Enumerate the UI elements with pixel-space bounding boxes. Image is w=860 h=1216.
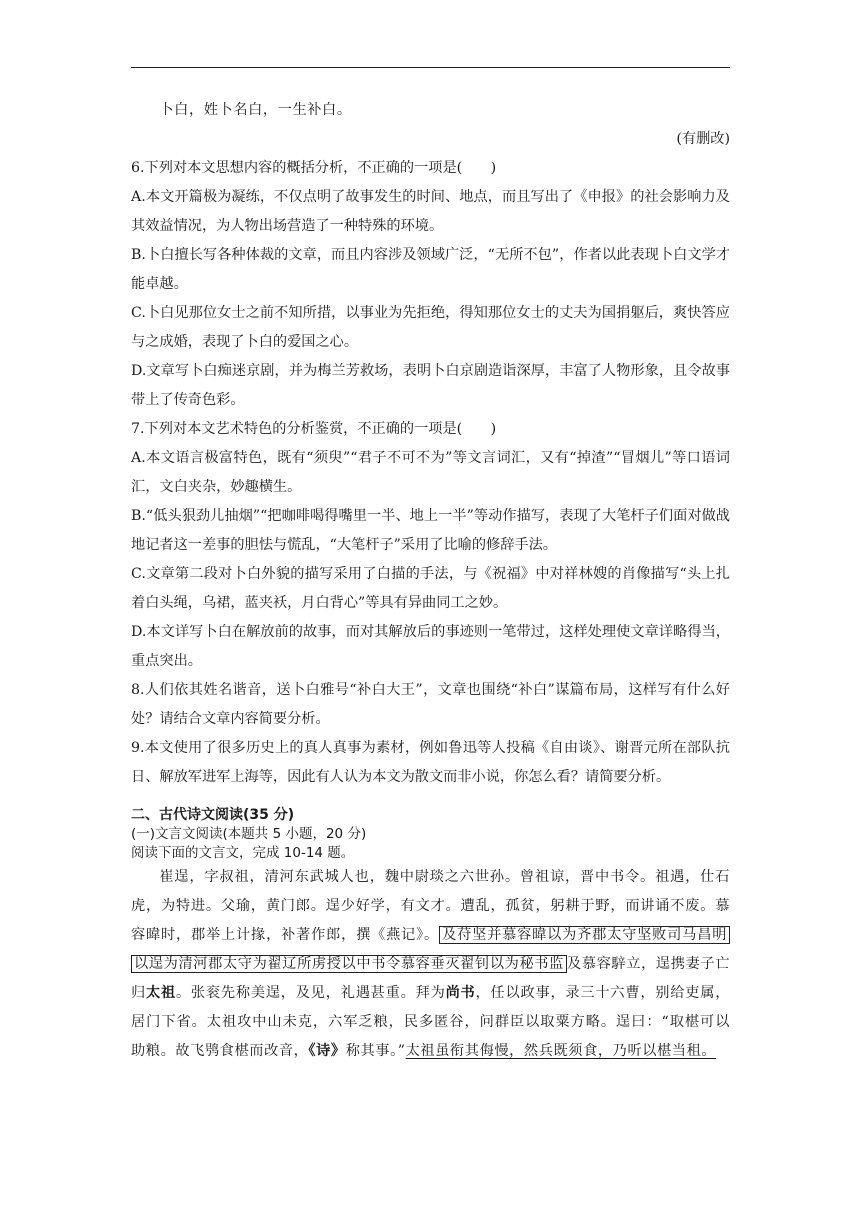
question-7-option-a: A.本文语言极富特色，既有“须臾”“君子不可不为”等文言词汇，又有“掉渣”“冒烟儿”等口语词汇，文白夹杂，妙趣横生。 (131, 450, 730, 495)
passage-text-1: 崔逞，字叔祖，清河东武城人也，魏中尉琰之六世孙。曾祖谅，晋中书令。祖遇，仕石虎，为特进。父瑜，黄门郎。逞少好学，有文才。遭乱，孤贫，躬耕于野，而讲诵不废。慕容暐时，郡举上计掾，补著作郎，撰《燕记》。 (131, 869, 730, 943)
question-6-option-d: D.文章写卜白痴迷京剧，并为梅兰芳救场，表明卜白京剧造诣深厚，丰富了人物形象，且令故事带上了传奇色彩。 (131, 363, 730, 408)
question-6-stem: 6.下列对本文思想内容的概括分析，不正确的一项是( ) (131, 160, 497, 176)
section-2-instruction: 阅读下面的文言文，完成 10-14 题。 (131, 845, 355, 861)
passage-text-2: 及慕容騂立，逞携妻子亡归 (131, 956, 730, 1001)
underlined-sentence: 太祖虽衔其侮慢，然兵既须食，乃听以椹当租。 (405, 1043, 717, 1059)
header-rule (131, 67, 730, 68)
bold-term-shi: 《诗》 (308, 1043, 346, 1059)
section-2-title: 二、古代诗文阅读(35 分) (131, 807, 295, 823)
question-7-stem: 7.下列对本文艺术特色的分析鉴赏，不正确的一项是( ) (131, 421, 497, 437)
passage-closing-line: 卜白，姓卜名白，一生补白。 (159, 102, 352, 118)
passage-text-4: ，任以政事，录三十六曹，别给吏属，居门下省。太祖攻中山未克，六军乏粮，民多匿谷，问群臣以取粟方略。逞曰：“取椹可以助粮。故飞鸮食椹而改音， (131, 985, 730, 1059)
bold-term-taizu: 太祖 (145, 985, 176, 1001)
boxed-sentence-part-2: 以逞为清河郡太守为翟辽所虏授以中书令慕容垂灭翟钊以为秘书监 (131, 955, 567, 973)
section-2-subtitle: (一)文言文阅读(本题共 5 小题，20 分) (131, 826, 367, 842)
question-7-option-b: B.“低头狠劲儿抽烟”“把咖啡喝得嘴里一半、地上一半”等动作描写，表现了大笔杆子们面对做战地记者这一差事的胆怯与慌乱，“大笔杆子”采用了比喻的修辞手法。 (131, 508, 730, 553)
source-note: (有删改) (676, 131, 730, 147)
document-page (131, 96, 730, 1066)
classical-passage (131, 863, 730, 1066)
question-8: 8.人们依其姓名谐音，送卜白雅号“补白大王”，文章也围绕“补白”谋篇布局，这样写有什么好处？请结合文章内容简要分析。 (131, 682, 730, 727)
question-6-option-a: A.本文开篇极为凝练，不仅点明了故事发生的时间、地点，而且写出了《申报》的社会影响力及其效益情况，为人物出场营造了一种特殊的环境。 (131, 189, 730, 234)
passage-text-3: 。张衮先称美逞，及见，礼遇甚重。拜为 (175, 985, 446, 1001)
question-7-option-c: C.文章第二段对卜白外貌的描写采用了白描的手法，与《祝福》中对祥林嫂的肖像描写“头上扎着白头绳，乌裙，蓝夹袄，月白背心”等具有异曲同工之妙。 (131, 566, 730, 611)
question-9: 9.本文使用了很多历史上的真人真事为素材，例如鲁迅等人投稿《自由谈》、谢晋元所在部队抗日、解放军进军上海等，因此有人认为本文为散文而非小说，你怎么看？请简要分析。 (131, 740, 730, 785)
question-7-option-d: D.本文详写卜白在解放前的故事，而对其解放后的事迹则一笔带过，这样处理使文章详略得当，重点突出。 (131, 624, 730, 669)
question-6-option-c: C.卜白见那位女士之前不知所措，以事业为先拒绝，得知那位女士的丈夫为国捐躯后，爽快答应与之成婚，表现了卜白的爱国之心。 (131, 305, 730, 350)
question-6-option-b: B.卜白擅长写各种体裁的文章，而且内容涉及领域广泛，“无所不包”，作者以此表现卜白文学才能卓越。 (131, 247, 730, 292)
bold-term-shangshu: 尚书 (445, 985, 476, 1001)
boxed-sentence-part-1: 及苻坚并慕容暐以为齐郡太守坚败司马昌明 (439, 926, 730, 944)
passage-text-5: 称其事。” (345, 1043, 406, 1059)
